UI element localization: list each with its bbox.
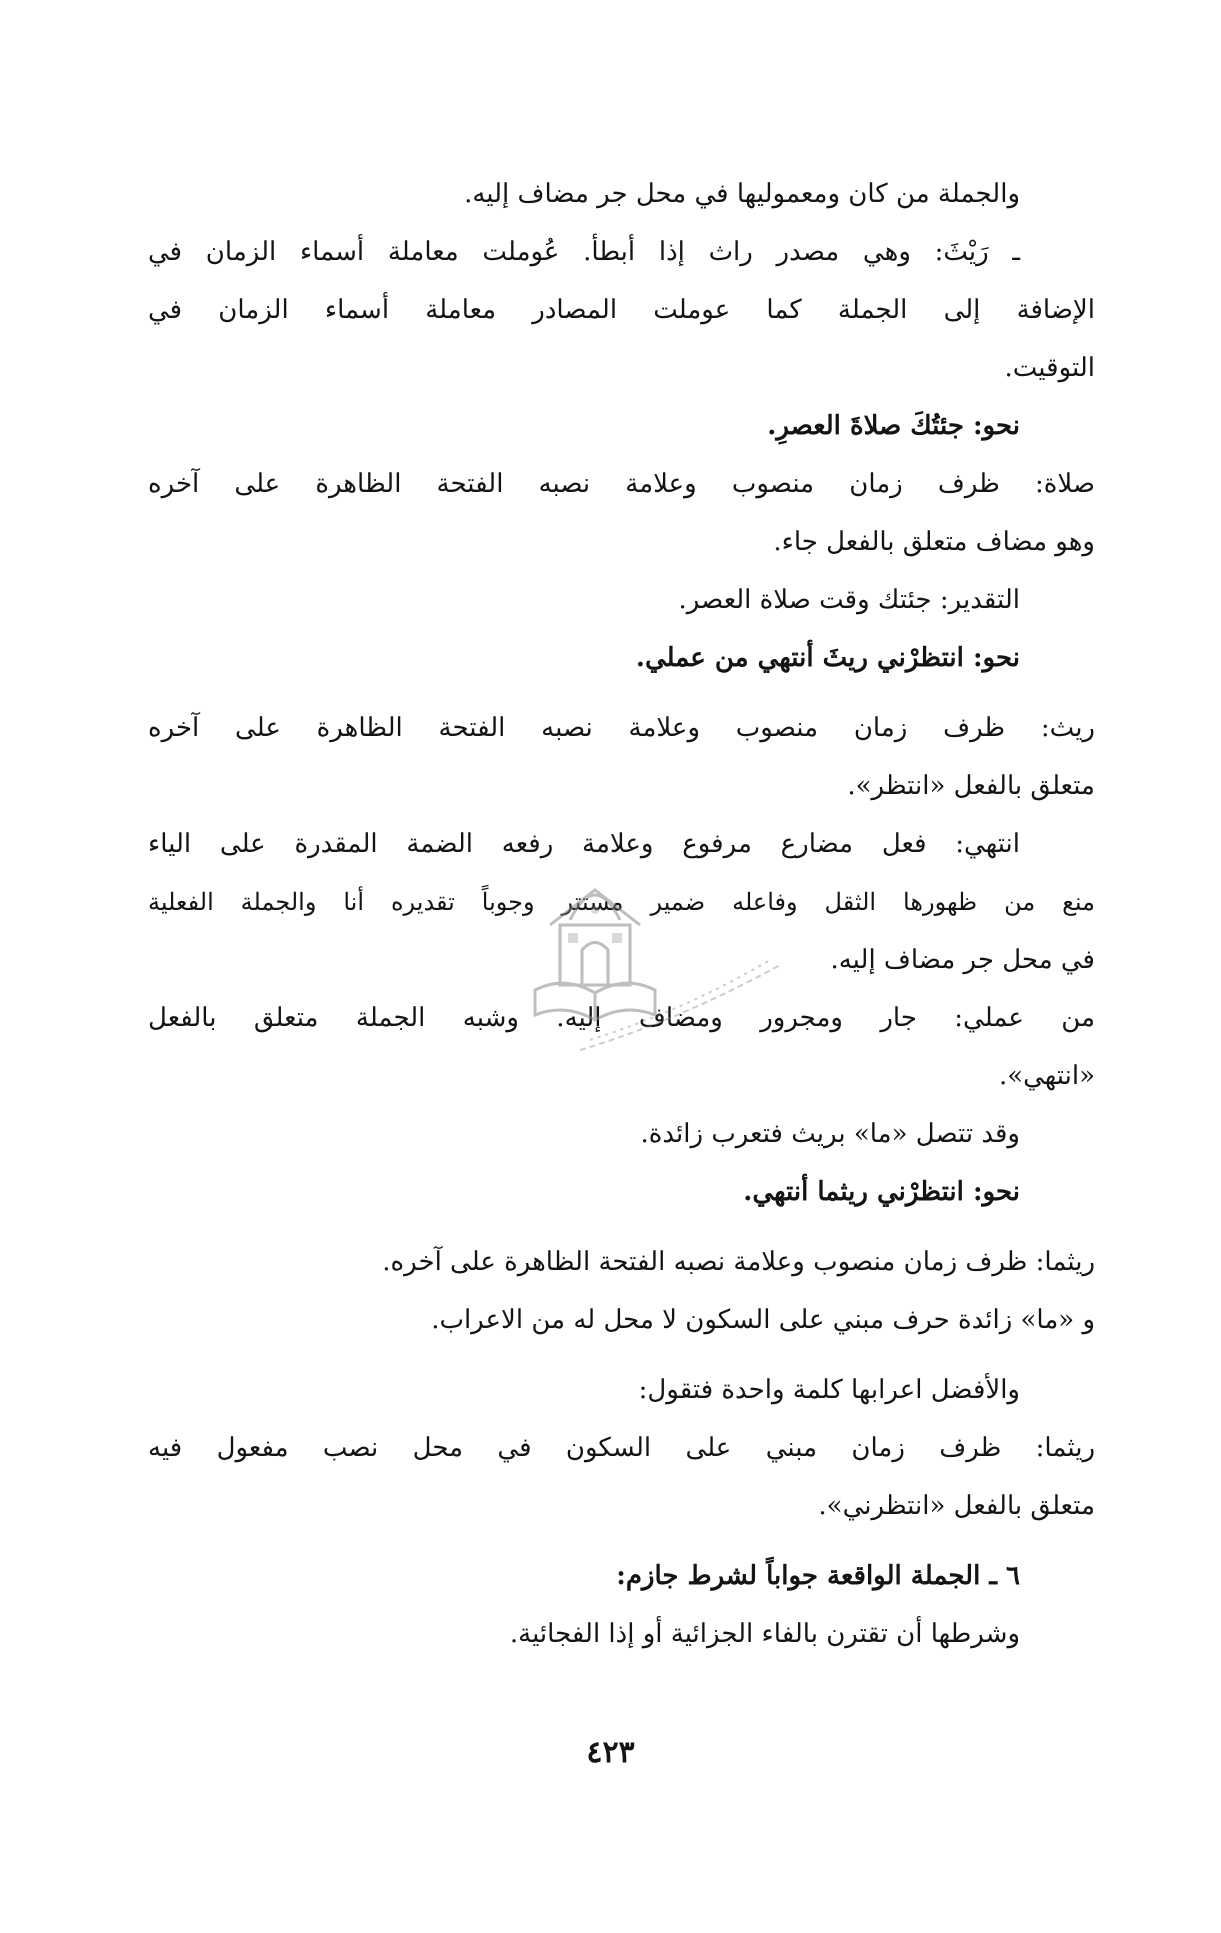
text-line: «انتهي». bbox=[998, 1061, 1095, 1091]
text-line: والأفضل اعرابها كلمة واحدة فتقول: bbox=[638, 1375, 1020, 1405]
example-line: نحو: انتظرْني ريثَ أنتهي من عملي. bbox=[635, 643, 1020, 673]
text-line: صلاة: ظرف زمان منصوب وعلامة نصبه الفتحة الظاهرة على آخره bbox=[148, 469, 1095, 499]
text-line: من عملي: جار ومجرور ومضاف إليه. وشبه الجملة متعلق بالفعل bbox=[148, 1003, 1095, 1033]
text-line: ريثما: ظرف زمان منصوب وعلامة نصبه الفتحة الظاهرة على آخره. bbox=[382, 1247, 1095, 1277]
text-line: متعلق بالفعل «انتظر». bbox=[847, 771, 1095, 801]
text-line: وهو مضاف متعلق بالفعل جاء. bbox=[773, 527, 1095, 557]
text-line: والجملة من كان ومعموليها في محل جر مضاف إليه. bbox=[464, 179, 1020, 209]
text-line: التوقيت. bbox=[1004, 353, 1095, 383]
section-heading: ٦ ـ الجملة الواقعة جواباً لشرط جازم: bbox=[616, 1561, 1020, 1591]
text-line: ريثما: ظرف زمان مبني على السكون في محل نصب مفعول فيه bbox=[148, 1433, 1095, 1463]
text-line: الإضافة إلى الجملة كما عوملت المصادر معاملة أسماء الزمان في bbox=[148, 295, 1095, 325]
text-line: و «ما» زائدة حرف مبني على السكون لا محل له من الاعراب. bbox=[431, 1305, 1095, 1335]
text-line: منع من ظهورها الثقل وفاعله ضمير مستتر وجوباً تقديره أنا والجملة الفعلية bbox=[148, 888, 1095, 916]
example-line: نحو: جئتُكَ صلاةَ العصرِ. bbox=[767, 411, 1020, 441]
text-line: التقدير: جئتك وقت صلاة العصر. bbox=[678, 585, 1020, 615]
text-line: وشرطها أن تقترن بالفاء الجزائية أو إذا الفجائية. bbox=[509, 1619, 1020, 1649]
text-line: في محل جر مضاف إليه. bbox=[830, 945, 1095, 975]
text-line: ريث: ظرف زمان منصوب وعلامة نصبه الفتحة الظاهرة على آخره bbox=[148, 713, 1095, 743]
text-line: وقد تتصل «ما» بريث فتعرب زائدة. bbox=[640, 1119, 1020, 1149]
text-line: انتهي: فعل مضارع مرفوع وعلامة رفعه الضمة المقدرة على الياء bbox=[148, 829, 1020, 859]
text-body bbox=[148, 165, 1095, 1663]
text-line: متعلق بالفعل «انتظرني». bbox=[818, 1491, 1095, 1521]
page-number: ٤٢٣ bbox=[586, 1735, 635, 1770]
text-line: ـ رَيْثَ: وهي مصدر راث إذا أبطأ. عُوملت معاملة أسماء الزمان في bbox=[148, 237, 1020, 267]
example-line: نحو: انتظرْني ريثما أنتهي. bbox=[743, 1177, 1020, 1207]
